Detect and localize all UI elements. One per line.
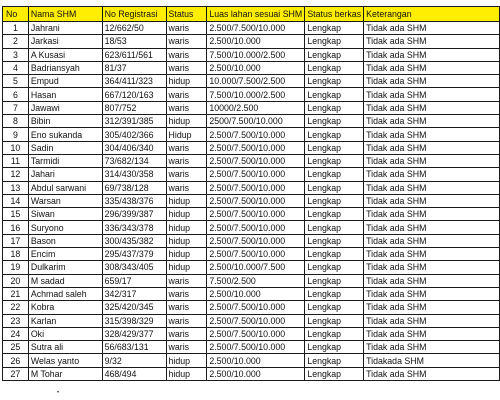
cell-nama: Kobra [28, 301, 102, 314]
cell-status: waris [166, 327, 207, 340]
cell-nama: Empud [28, 75, 102, 88]
table-row [3, 234, 500, 247]
cell-status-berkas: Lengkap [305, 141, 364, 154]
cell-luas-lahan: 2.500/10.000 [207, 367, 305, 380]
cell-keterangan: Tidak ada SHM [364, 115, 500, 128]
cell-status: hidup [166, 75, 207, 88]
table-row [3, 61, 500, 74]
cell-nama: Abdul sarwani [28, 181, 102, 194]
cell-status: hidup [166, 261, 207, 274]
cell-status: waris [166, 22, 207, 35]
cell-nama: Jawawi [28, 101, 102, 114]
cell-luas-lahan: 10000/2.500 [207, 101, 305, 114]
cell-keterangan: Tidak ada SHM [364, 88, 500, 101]
cell-luas-lahan: 2.500/7.500/10.000 [207, 181, 305, 194]
cell-status-berkas: Lengkap [305, 274, 364, 287]
cell-nama: M Tohar [28, 367, 102, 380]
cell-no-registrasi: 667/120/163 [102, 88, 166, 101]
table-row [3, 274, 500, 287]
cell-luas-lahan: 2.500/7.500/10.000 [207, 154, 305, 167]
cell-keterangan: Tidak ada SHM [364, 35, 500, 48]
cell-status-berkas: Lengkap [305, 221, 364, 234]
cell-keterangan: Tidak ada SHM [364, 181, 500, 194]
cell-status-berkas: Lengkap [305, 168, 364, 181]
cell-status: waris [166, 168, 207, 181]
cell-status: hidup [166, 221, 207, 234]
cell-keterangan: Tidak ada SHM [364, 248, 500, 261]
cell-keterangan: Tidak ada SHM [364, 168, 500, 181]
cell-keterangan: Tidak ada SHM [364, 327, 500, 340]
cell-nama: Sadin [28, 141, 102, 154]
cell-keterangan: Tidak ada SHM [364, 194, 500, 207]
cell-status: hidup [166, 208, 207, 221]
table-row [3, 141, 500, 154]
cell-nama: Badriansyah [28, 61, 102, 74]
cell-no-registrasi: 56/683/131 [102, 341, 166, 354]
cell-keterangan: Tidak ada SHM [364, 101, 500, 114]
cell-luas-lahan: 2.500/7.500/10.000 [207, 327, 305, 340]
cell-keterangan: Tidak ada SHM [364, 141, 500, 154]
cell-nama: Tarmidi [28, 154, 102, 167]
cell-no-registrasi: 335/438/376 [102, 194, 166, 207]
cell-keterangan: Tidak ada SHM [364, 154, 500, 167]
cell-no-registrasi: 336/343/378 [102, 221, 166, 234]
cell-keterangan: Tidak ada SHM [364, 341, 500, 354]
cell-nama: Achmad saleh [28, 287, 102, 300]
cell-no: 21 [3, 287, 29, 300]
cell-no: 26 [3, 354, 29, 367]
cell-luas-lahan: 2.500/7.500/10.000 [207, 208, 305, 221]
table-row [3, 194, 500, 207]
table-row [3, 128, 500, 141]
cell-no: 27 [3, 367, 29, 380]
table-row [3, 22, 500, 35]
cell-keterangan: Tidakada SHM [364, 354, 500, 367]
cell-status: waris [166, 35, 207, 48]
cell-luas-lahan: 2.500/7.500/10.000 [207, 194, 305, 207]
table-row [3, 101, 500, 114]
cell-status: hidup [166, 248, 207, 261]
cell-status-berkas: Lengkap [305, 327, 364, 340]
cell-status-berkas: Lengkap [305, 208, 364, 221]
table-row [3, 367, 500, 380]
cell-luas-lahan: 2.500/10.000 [207, 287, 305, 300]
cell-keterangan: Tidak ada SHM [364, 234, 500, 247]
cell-no-registrasi: 12/662/50 [102, 22, 166, 35]
cell-no: 25 [3, 341, 29, 354]
cell-luas-lahan: 2.500/7.500/10.000 [207, 248, 305, 261]
cell-keterangan: Tidak ada SHM [364, 75, 500, 88]
cell-no-registrasi: 69/738/128 [102, 181, 166, 194]
header-nama-shm: Nama SHM [28, 7, 102, 22]
cell-no-registrasi: 623/611/561 [102, 48, 166, 61]
cell-status-berkas: Lengkap [305, 101, 364, 114]
cell-status: hidup [166, 115, 207, 128]
table-row [3, 221, 500, 234]
cell-luas-lahan: 2.500/10.000 [207, 354, 305, 367]
cell-luas-lahan: 7.500/2.500 [207, 274, 305, 287]
cell-no-registrasi: 300/435/382 [102, 234, 166, 247]
cell-no: 20 [3, 274, 29, 287]
header-status-berkas: Status berkas [305, 7, 364, 22]
shm-table [2, 6, 500, 381]
cell-status-berkas: Lengkap [305, 154, 364, 167]
cell-luas-lahan: 2.500/7.500/10.000 [207, 301, 305, 314]
cell-keterangan: Tidak ada SHM [364, 261, 500, 274]
cell-nama: Jahari [28, 168, 102, 181]
cell-keterangan: Tidak ada SHM [364, 48, 500, 61]
table-row [3, 354, 500, 367]
table-row [3, 261, 500, 274]
cell-no: 3 [3, 48, 29, 61]
cell-status-berkas: Lengkap [305, 35, 364, 48]
cell-no-registrasi: 81/37 [102, 61, 166, 74]
cell-no: 12 [3, 168, 29, 181]
cell-no: 22 [3, 301, 29, 314]
cell-status: waris [166, 274, 207, 287]
cell-status: Hidup [166, 128, 207, 141]
cell-no: 5 [3, 75, 29, 88]
cell-status: waris [166, 341, 207, 354]
cell-no: 13 [3, 181, 29, 194]
cell-status: waris [166, 141, 207, 154]
cell-luas-lahan: 10.000/7.500/2.500 [207, 75, 305, 88]
cell-keterangan: Tidak ada SHM [364, 287, 500, 300]
cell-luas-lahan: 2500/7.500/10.000 [207, 115, 305, 128]
cell-no: 7 [3, 101, 29, 114]
cell-no: 15 [3, 208, 29, 221]
cell-status-berkas: Lengkap [305, 115, 364, 128]
cell-status: waris [166, 61, 207, 74]
cell-no-registrasi: 296/399/387 [102, 208, 166, 221]
cell-keterangan: Tidak ada SHM [364, 22, 500, 35]
cell-no: 8 [3, 115, 29, 128]
table-row [3, 35, 500, 48]
cell-status-berkas: Lengkap [305, 261, 364, 274]
cell-status-berkas: Lengkap [305, 301, 364, 314]
cell-status-berkas: Lengkap [305, 367, 364, 380]
cell-status-berkas: Lengkap [305, 128, 364, 141]
cell-nama: Jarkasi [28, 35, 102, 48]
cell-nama: Warsan [28, 194, 102, 207]
cell-luas-lahan: 2.500/10.000 [207, 61, 305, 74]
cell-nama: Sutra ali [28, 341, 102, 354]
cell-no: 23 [3, 314, 29, 327]
cell-status: waris [166, 287, 207, 300]
cell-no-registrasi: 18/53 [102, 35, 166, 48]
cell-luas-lahan: 2.500/7.500/10.000 [207, 128, 305, 141]
cell-no-registrasi: 315/398/329 [102, 314, 166, 327]
cell-status: hidup [166, 234, 207, 247]
table-row [3, 75, 500, 88]
cell-no-registrasi: 308/343/405 [102, 261, 166, 274]
cell-status-berkas: Lengkap [305, 287, 364, 300]
cell-status-berkas: Lengkap [305, 181, 364, 194]
cell-status-berkas: Lengkap [305, 75, 364, 88]
table-row [3, 168, 500, 181]
cell-status-berkas: Lengkap [305, 194, 364, 207]
cell-no: 14 [3, 194, 29, 207]
cell-status-berkas: Lengkap [305, 354, 364, 367]
cell-status: hidup [166, 354, 207, 367]
cell-no-registrasi: 73/682/134 [102, 154, 166, 167]
cell-no-registrasi: 325/420/345 [102, 301, 166, 314]
cell-keterangan: Tidak ada SHM [364, 61, 500, 74]
cell-keterangan: Tidak ada SHM [364, 301, 500, 314]
table-row [3, 248, 500, 261]
cell-nama: Welas yanto [28, 354, 102, 367]
cell-nama: Dulkarim [28, 261, 102, 274]
cell-no-registrasi: 312/391/385 [102, 115, 166, 128]
cell-luas-lahan: 2.500/7.500/10.000 [207, 221, 305, 234]
cell-no: 4 [3, 61, 29, 74]
table-row [3, 154, 500, 167]
cell-status: waris [166, 101, 207, 114]
cell-luas-lahan: 2.500/7.500/10.000 [207, 141, 305, 154]
cell-nama: Oki [28, 327, 102, 340]
cell-status-berkas: Lengkap [305, 88, 364, 101]
cell-no-registrasi: 314/430/358 [102, 168, 166, 181]
cell-nama: A Kusasi [28, 48, 102, 61]
cell-nama: Bason [28, 234, 102, 247]
cell-nama: Bibin [28, 115, 102, 128]
cell-nama: M sadad [28, 274, 102, 287]
cell-nama: Encim [28, 248, 102, 261]
cell-luas-lahan: 2.500/10.000/7.500 [207, 261, 305, 274]
cell-status-berkas: Lengkap [305, 61, 364, 74]
cell-no: 19 [3, 261, 29, 274]
table-row [3, 181, 500, 194]
cell-status: hidup [166, 194, 207, 207]
cell-status: waris [166, 314, 207, 327]
header-luas-lahan: Luas lahan sesuai SHM [207, 7, 305, 22]
cell-luas-lahan: 7.500/10.000/2.500 [207, 88, 305, 101]
table-row [3, 115, 500, 128]
cell-no: 10 [3, 141, 29, 154]
cell-luas-lahan: 7.500/10.000/2.500 [207, 48, 305, 61]
cell-status: waris [166, 154, 207, 167]
cell-no-registrasi: 364/411/323 [102, 75, 166, 88]
header-status: Status [166, 7, 207, 22]
cell-no: 24 [3, 327, 29, 340]
cell-keterangan: Tidak ada SHM [364, 274, 500, 287]
cell-keterangan: Tidak ada SHM [364, 208, 500, 221]
cell-luas-lahan: 2.500/7.500/10.000 [207, 341, 305, 354]
cell-no: 6 [3, 88, 29, 101]
cell-keterangan: Tidak ada SHM [364, 128, 500, 141]
cell-luas-lahan: 2.500/10.000 [207, 35, 305, 48]
cell-luas-lahan: 2.500/7.500/10.000 [207, 234, 305, 247]
cell-status: hidup [166, 367, 207, 380]
cell-status-berkas: Lengkap [305, 234, 364, 247]
cell-status: waris [166, 301, 207, 314]
cell-nama: Hasan [28, 88, 102, 101]
cell-no-registrasi: 659/17 [102, 274, 166, 287]
cell-no: 17 [3, 234, 29, 247]
cell-no-registrasi: 328/429/377 [102, 327, 166, 340]
cell-luas-lahan: 2.500/7.500/10.000 [207, 168, 305, 181]
cell-status-berkas: Lengkap [305, 341, 364, 354]
cell-luas-lahan: 2.500/7.500/10.000 [207, 22, 305, 35]
cell-status-berkas: Lengkap [305, 22, 364, 35]
table-row [3, 287, 500, 300]
cell-nama: Siwan [28, 208, 102, 221]
header-row [3, 7, 500, 22]
cell-no-registrasi: 807/752 [102, 101, 166, 114]
cell-luas-lahan: 2.500/7.500/10.000 [207, 314, 305, 327]
header-no-registrasi: No Registrasi [102, 7, 166, 22]
table-row [3, 48, 500, 61]
cell-no-registrasi: 295/437/379 [102, 248, 166, 261]
cell-no-registrasi: 305/402/366 [102, 128, 166, 141]
cell-no-registrasi: 304/406/340 [102, 141, 166, 154]
cell-no: 18 [3, 248, 29, 261]
cell-keterangan: Tidak ada SHM [364, 314, 500, 327]
cell-nama: Suryono [28, 221, 102, 234]
cell-status: waris [166, 88, 207, 101]
table-row [3, 341, 500, 354]
cell-nama: Eno sukanda [28, 128, 102, 141]
cell-no-registrasi: 9/32 [102, 354, 166, 367]
table-row [3, 301, 500, 314]
header-no: No [3, 7, 29, 22]
header-keterangan: Keterangan [364, 7, 500, 22]
table-row [3, 208, 500, 221]
table-row [3, 314, 500, 327]
cell-no: 2 [3, 35, 29, 48]
footer-mark: • [57, 390, 60, 396]
cell-status-berkas: Lengkap [305, 314, 364, 327]
cell-no: 1 [3, 22, 29, 35]
cell-no: 16 [3, 221, 29, 234]
cell-no-registrasi: 342/317 [102, 287, 166, 300]
cell-status: waris [166, 181, 207, 194]
cell-nama: Jahrani [28, 22, 102, 35]
cell-no: 11 [3, 154, 29, 167]
cell-keterangan: Tidak ada SHM [364, 221, 500, 234]
cell-keterangan: Tidak ada SHM [364, 367, 500, 380]
cell-no: 9 [3, 128, 29, 141]
table-row [3, 88, 500, 101]
table-row [3, 327, 500, 340]
cell-status-berkas: Lengkap [305, 48, 364, 61]
cell-nama: Karlan [28, 314, 102, 327]
cell-status: waris [166, 48, 207, 61]
cell-no-registrasi: 468/494 [102, 367, 166, 380]
cell-status-berkas: Lengkap [305, 248, 364, 261]
